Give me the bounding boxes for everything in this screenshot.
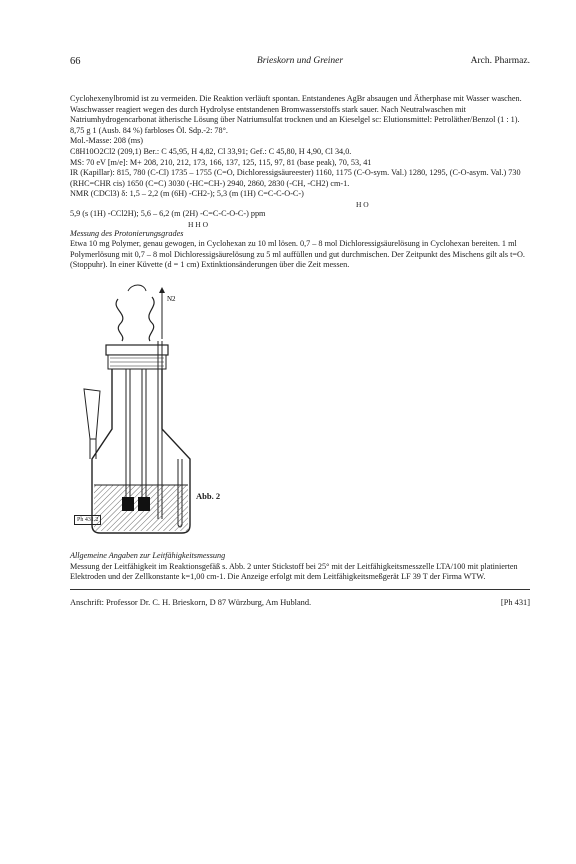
- nmr-line-1-substituents: H O: [356, 199, 369, 209]
- paragraph-synthesis: Cyclohexenylbromid ist zu vermeiden. Die Reaktion verläuft spontan. Entstandenes AgBr absaugen und Ätherphase mit Wasser waschen. Waschwasser reagiert wegen des durch Hydrolyse entstandenen Bromwasserstoffs stark sauer. Nach Neutralwaschen mit Natriumhydrogencarbonat ätherische Lösung über Natriumsulfat trocknen und an Kieselgel sc: Elutionsmittel: Petroläther/Benzol (1 : 1). 8,75 g 1 (Ausb. 84 %) farbloses Öl. Sdp.-2: 78°.: [70, 94, 522, 135]
- journal-name: Arch. Pharmaz.: [470, 56, 530, 66]
- page-number: 66: [70, 56, 81, 67]
- nmr-line-1: [70, 189, 530, 200]
- gas-label: N2: [167, 294, 176, 303]
- ir-spectrum-line: IR (Kapillar): 815, 780 (C-Cl) 1735 – 1755 (C=O, Dichloressigsäureester) 1160, 1175 (C-O-sym. Val.) 1280, 1295, (C-O-asym. Val.) 730 (RHC=CHR cis) 1650 (C=C) 3030 (-HC=CH-) 2940, 2860, 2830 (-CH, -CH2) cm-1.: [70, 168, 521, 188]
- paragraph-mol-mass: Mol.-Masse: 208 (ms): [70, 136, 143, 146]
- elemental-analysis: C8H10O2Cl2 (209,1) Ber.: C 45,95, H 4,82, Cl 33,91; Gef.: C 45,80, H 4,90, Cl 34,0.: [70, 146, 352, 156]
- article-body: [70, 94, 530, 608]
- nmr-line-2: 5,9 (s (1H) -CCl2H); 5,6 – 6,2 (m (2H) -C=C-C-O-C-) ppm: [70, 208, 266, 218]
- nmr-line-1-text: NMR (CDCl3) δ: 1,5 – 2,2 (m (6H) -CH2-); 5,3 (m (1H) C=C-C-O-C-): [70, 189, 304, 199]
- section-title-protonation: Messung des Protonierungsgrades: [70, 228, 184, 238]
- reaction-vessel-drawing: [70, 279, 270, 549]
- figure-tag: Ph 431.2: [74, 515, 101, 525]
- running-header: [70, 56, 530, 70]
- footer-rule: [70, 589, 530, 590]
- page: [70, 56, 530, 608]
- reference-tag: [Ph 431]: [500, 597, 530, 607]
- section-text-conductivity: Messung der Leitfähigkeit im Reaktionsgefäß s. Abb. 2 unter Stickstoff bei 25° mit der Leitfähigkeitsmesszelle LTA/100 mit platinierten Elektroden und der Zellkonstante k=1,00 cm-1. Die Anzeige erfolgt mit dem Leitfähigkeitsmeßgerät LF 39 T der Firma WTW.: [70, 561, 518, 582]
- section-title-conductivity: Allgemeine Angaben zur Leitfähigkeitsmessung: [70, 550, 226, 560]
- author-address: [70, 598, 530, 609]
- section-text-protonation: Etwa 10 mg Polymer, genau gewogen, in Cyclohexan zu 10 ml lösen. 0,7 – 8 mol Dichloressigsäurelösung in Cyclohexan bereiten. 1 ml Polymerlösung mit 0,7 – 8 mol Dichloressigsäurelösung zu 5 ml auffüllen und gut durchmischen. Der Zeitpunkt des Mischens gilt als t=O. (Stoppuhr). In einer Küvette (d = 1 cm) Extinktionsänderungen über die Zeit messen.: [70, 239, 525, 270]
- mass-spectrum-line: MS: 70 eV [m/e]: M+ 208, 210, 212, 173, 166, 137, 125, 115, 97, 81 (base peak), 70, 53, 41: [70, 157, 372, 167]
- address-text: Anschrift: Professor Dr. C. H. Brieskorn, D 87 Würzburg, Am Hubland.: [70, 597, 312, 607]
- figure-reaction-vessel: [70, 279, 530, 551]
- figure-caption: Abb. 2: [196, 490, 221, 501]
- running-title: Brieskorn und Greiner: [256, 56, 344, 66]
- nmr-line-2-substituents: H H O: [188, 219, 208, 229]
